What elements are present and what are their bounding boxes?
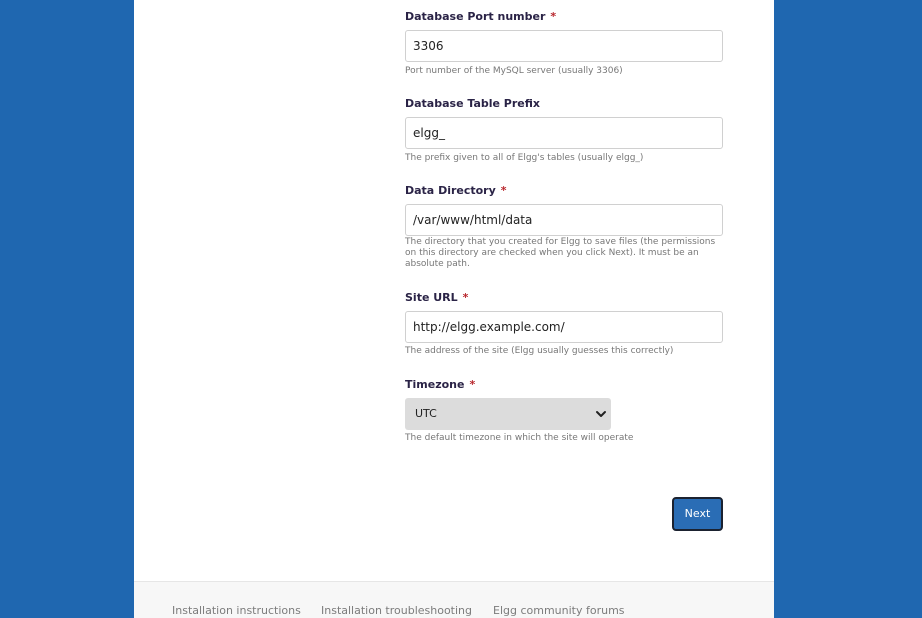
data-dir-label: Data Directory * xyxy=(405,184,507,197)
data-dir-help: The directory that you created for Elgg to save files (the permissions on this directory are checked when you click Next). It must be an absolute path. xyxy=(405,237,716,269)
timezone-select[interactable] xyxy=(405,398,611,430)
footer-link-installation-troubleshooting[interactable]: Installation troubleshooting xyxy=(321,604,473,617)
required-mark: * xyxy=(462,291,469,304)
data-dir-field xyxy=(405,183,723,269)
installer-page xyxy=(134,0,774,618)
required-mark: * xyxy=(550,10,557,23)
db-prefix-field xyxy=(405,96,723,163)
db-prefix-input[interactable]: elgg_ xyxy=(405,117,723,149)
db-port-label: Database Port number * xyxy=(405,10,557,23)
db-port-field xyxy=(405,9,723,76)
timezone-selected-value: UTC xyxy=(415,407,437,420)
footer xyxy=(134,581,774,618)
footer-link-community-forums[interactable]: Elgg community forums xyxy=(493,604,625,617)
footer-link-installation-instructions[interactable]: Installation instructions xyxy=(172,604,301,617)
required-mark: * xyxy=(500,184,507,197)
site-url-input[interactable]: http://elgg.example.com/ xyxy=(405,311,723,343)
site-url-label: Site URL * xyxy=(405,291,469,304)
required-mark: * xyxy=(469,378,476,391)
next-button[interactable]: Next xyxy=(672,497,723,531)
db-port-input[interactable]: 3306 xyxy=(405,30,723,62)
timezone-label: Timezone * xyxy=(405,378,476,391)
db-prefix-help: The prefix given to all of Elgg's tables (usually elgg_) xyxy=(405,153,644,163)
site-url-help: The address of the site (Elgg usually guesses this correctly) xyxy=(405,346,674,356)
data-dir-input[interactable]: /var/www/html/data xyxy=(405,204,723,236)
chevron-down-icon xyxy=(595,408,607,420)
db-port-help: Port number of the MySQL server (usually 3306) xyxy=(405,66,623,76)
timezone-field xyxy=(405,377,723,443)
timezone-help: The default timezone in which the site will operate xyxy=(405,433,634,443)
db-prefix-label: Database Table Prefix xyxy=(405,97,541,110)
site-url-field xyxy=(405,290,723,356)
